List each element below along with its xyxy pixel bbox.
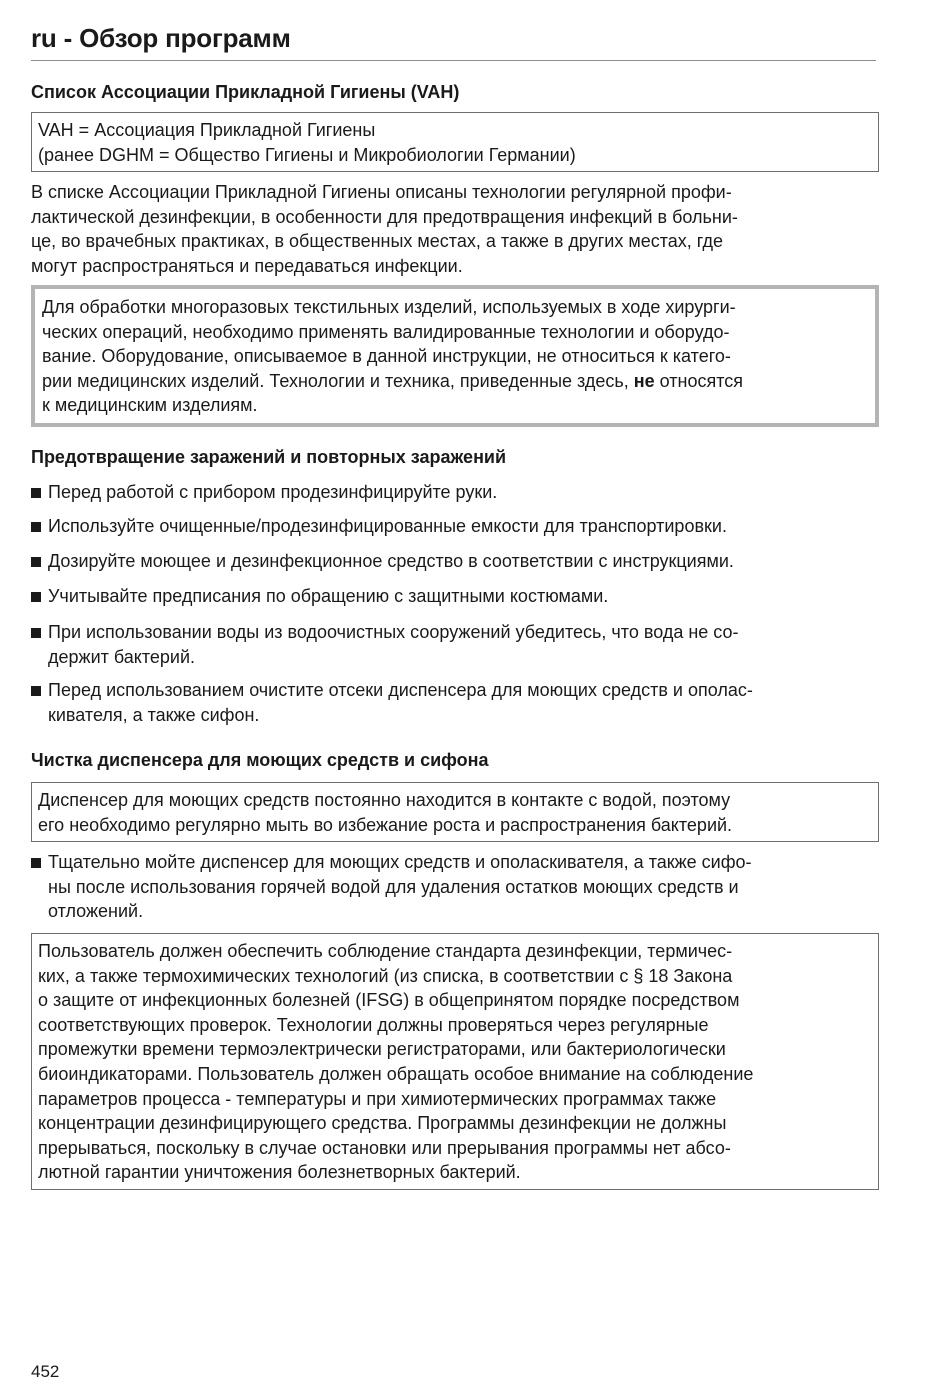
user-responsibility-box bbox=[31, 933, 879, 1190]
warning-line: Для обработки многоразовых текстильных изделий, используемых в ходе хирурги- bbox=[42, 297, 736, 317]
note-line: соответствующих проверок. Технологии должны проверяться через регулярные bbox=[38, 1014, 709, 1035]
warning-line-text: рии медицинских изделий. Технологии и техника, приведенные здесь, bbox=[42, 370, 634, 391]
list-item-text: ны после использования горячей водой для удаления остатков моющих средств и bbox=[48, 876, 739, 897]
paragraph-line: лактической дезинфекции, в особенности для предотвращения инфекций в больни- bbox=[31, 206, 738, 227]
section-heading-vah: Список Ассоциации Прикладной Гигиены (VAH) bbox=[31, 82, 460, 102]
square-bullet-icon bbox=[31, 858, 41, 868]
square-bullet-icon bbox=[31, 557, 41, 567]
list-item-text: отложений. bbox=[48, 901, 144, 922]
textile-warning-box bbox=[31, 285, 879, 427]
warning-line: к медицинским изделиям. bbox=[42, 395, 258, 416]
page-number: 452 bbox=[31, 1362, 60, 1381]
note-line: промежутки времени термоэлектрически регистраторами, или бактериологически bbox=[38, 1039, 726, 1060]
list-item-text: Перед работой с прибором продезинфицируйте руки. bbox=[48, 482, 498, 502]
note-line: биоиндикаторами. Пользователь должен обращать особое внимание на соблюдение bbox=[38, 1063, 754, 1084]
note-line: прерываться, поскольку в случае остановки или прерывания программы нет абсо- bbox=[38, 1137, 731, 1158]
vah-paragraph bbox=[31, 180, 738, 278]
list-item-text: Перед использованием очистите отсеки диспенсера для моющих средств и ополас- bbox=[48, 680, 753, 700]
warning-line bbox=[42, 369, 867, 394]
dispenser-note-box bbox=[31, 782, 879, 842]
warning-emphasis: не bbox=[633, 370, 655, 391]
note-line: параметров процесса - температуры и при химиотермических программах также bbox=[38, 1088, 717, 1109]
list-item-text: Тщательно мойте диспенсер для моющих средств и ополаскивателя, а также сифо- bbox=[48, 852, 752, 872]
note-line: концентрации дезинфицирующего средства. Программы дезинфекции не должны bbox=[38, 1113, 727, 1134]
note-line: его необходимо регулярно мыть во избежание роста и распространения бактерий. bbox=[38, 814, 733, 835]
title-divider bbox=[31, 60, 876, 61]
list-item-text: Дозируйте моющее и дезинфекционное средство в соответствии с инструкциями. bbox=[48, 551, 734, 571]
definition-line: VAH = Ассоциация Прикладной Гигиены bbox=[38, 120, 376, 140]
list-item-text: кивателя, а также сифон. bbox=[48, 704, 260, 725]
list-item-text: держит бактерий. bbox=[48, 646, 196, 667]
square-bullet-icon bbox=[31, 488, 41, 498]
square-bullet-icon bbox=[31, 592, 41, 602]
note-line: лютной гарантии уничтожения болезнетворных бактерий. bbox=[38, 1162, 521, 1183]
section-heading-prevention: Предотвращение заражений и повторных заражений bbox=[31, 447, 507, 467]
warning-line: вание. Оборудование, описываемое в данной инструкции, не относиться к катего- bbox=[42, 346, 731, 367]
definition-line: (ранее DGHM = Общество Гигиены и Микробиологии Германии) bbox=[38, 144, 576, 165]
page-title: ru - Обзор программ bbox=[31, 23, 291, 53]
list-item-text: Учитывайте предписания по обращению с защитными костюмами. bbox=[48, 586, 609, 606]
note-line: Диспенсер для моющих средств постоянно находится в контакте с водой, поэтому bbox=[38, 790, 731, 810]
square-bullet-icon bbox=[31, 522, 41, 532]
square-bullet-icon bbox=[31, 686, 41, 696]
note-line: о защите от инфекционных болезней (IFSG) в общепринятом порядке посредством bbox=[38, 990, 740, 1011]
vah-definition-box bbox=[31, 112, 879, 172]
square-bullet-icon bbox=[31, 628, 41, 638]
paragraph-line: це, во врачебных практиках, в общественных местах, а также в других местах, где bbox=[31, 231, 724, 252]
warning-line-end: относятся bbox=[654, 370, 744, 391]
note-line: ких, а также термохимических технологий (из списка, в соответствии с § 18 Закона bbox=[38, 965, 733, 986]
paragraph-line: В списке Ассоциации Прикладной Гигиены описаны технологии регулярной профи- bbox=[31, 182, 732, 202]
paragraph-line: могут распространяться и передаваться инфекции. bbox=[31, 255, 463, 276]
list-item-text: Используйте очищенные/продезинфицированные емкости для транспортировки. bbox=[48, 516, 727, 536]
section-heading-cleaning: Чистка диспенсера для моющих средств и сифона bbox=[31, 750, 489, 770]
list-item-text: При использовании воды из водоочистных сооружений убедитесь, что вода не со- bbox=[48, 622, 739, 642]
warning-line: ческих операций, необходимо применять валидированные технологии и оборудо- bbox=[42, 321, 730, 342]
note-line: Пользователь должен обеспечить соблюдение стандарта дезинфекции, термичес- bbox=[38, 941, 733, 961]
